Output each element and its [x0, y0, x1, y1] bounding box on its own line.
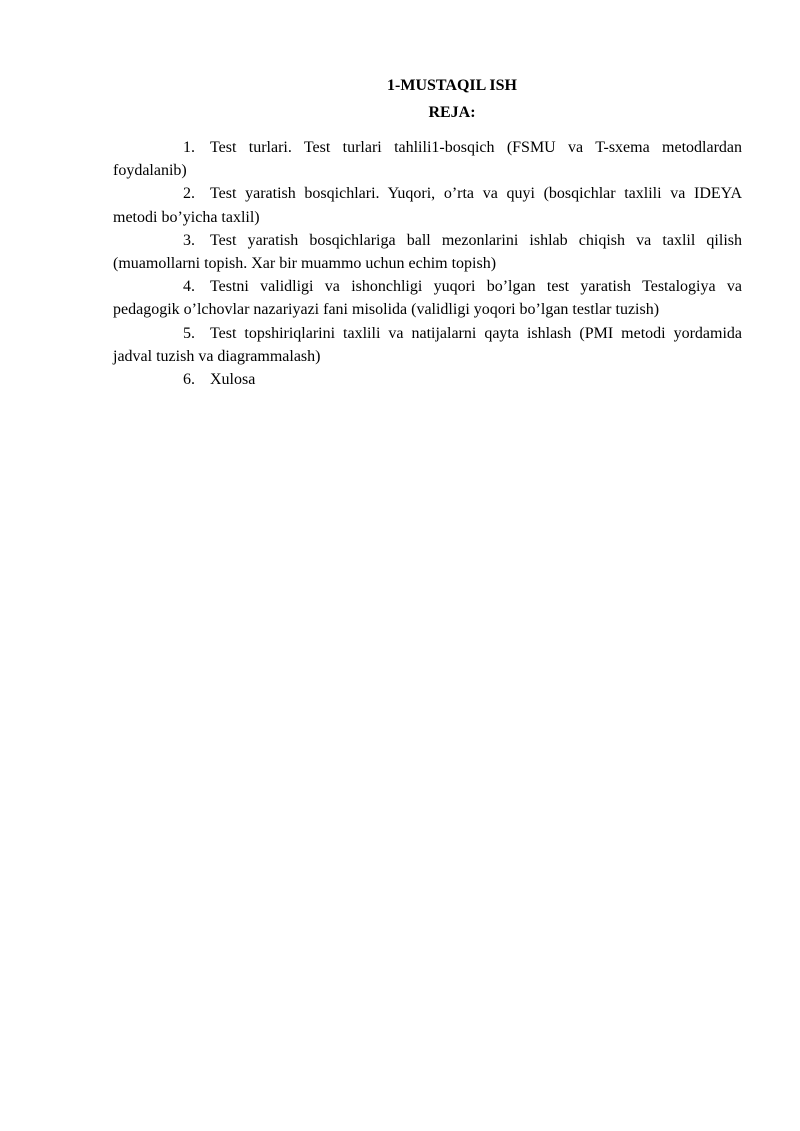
plan-item-number: 2. — [183, 185, 195, 203]
plan-item-text: Test yaratish bosqichlariga ball mezonlarini ishlab chiqish va taxlil qilish (muamollarni topish. Xar bir muammo uchun echim topish) — [113, 231, 742, 273]
plan-list — [113, 136, 742, 391]
plan-item-number: 4. — [183, 278, 195, 296]
plan-item-5 — [113, 322, 742, 368]
plan-item-number: 5. — [183, 324, 195, 342]
plan-item-number: 1. — [183, 139, 195, 156]
plan-item-text: Test topshiriqlarini taxlili va natijalarni qayta ishlash (PMI metodi yordamida jadval tuzish va diagrammalash) — [113, 324, 742, 365]
plan-item-text: Xulosa — [210, 371, 256, 389]
plan-heading: REJA: — [428, 104, 476, 121]
plan-item-6 — [113, 368, 742, 391]
plan-item-text: Test turlari. Test turlari tahlili1-bosqich (FSMU va T-sxema metodlardan foydalanib) — [113, 139, 742, 180]
plan-item-number: 6. — [183, 371, 195, 389]
plan-item-4 — [113, 275, 742, 321]
plan-item-text: Test yaratish bosqichlari. Yuqori, o’rta va quyi (bosqichlar taxlili va IDEYA metodi bo’yicha taxlil) — [113, 185, 742, 226]
plan-item-3 — [113, 229, 742, 275]
plan-item-2 — [113, 182, 742, 228]
plan-item-1 — [113, 136, 742, 182]
document-title: 1-MUSTAQIL ISH — [387, 77, 517, 94]
plan-item-text: Testni validligi va ishonchligi yuqori bo’lgan test yaratish Testalogiya va pedagogik o’lchovlar nazariyazi fani misolida (validligi yoqori bo’lgan testlar tuzish) — [113, 278, 742, 319]
plan-item-number: 3. — [183, 231, 195, 249]
